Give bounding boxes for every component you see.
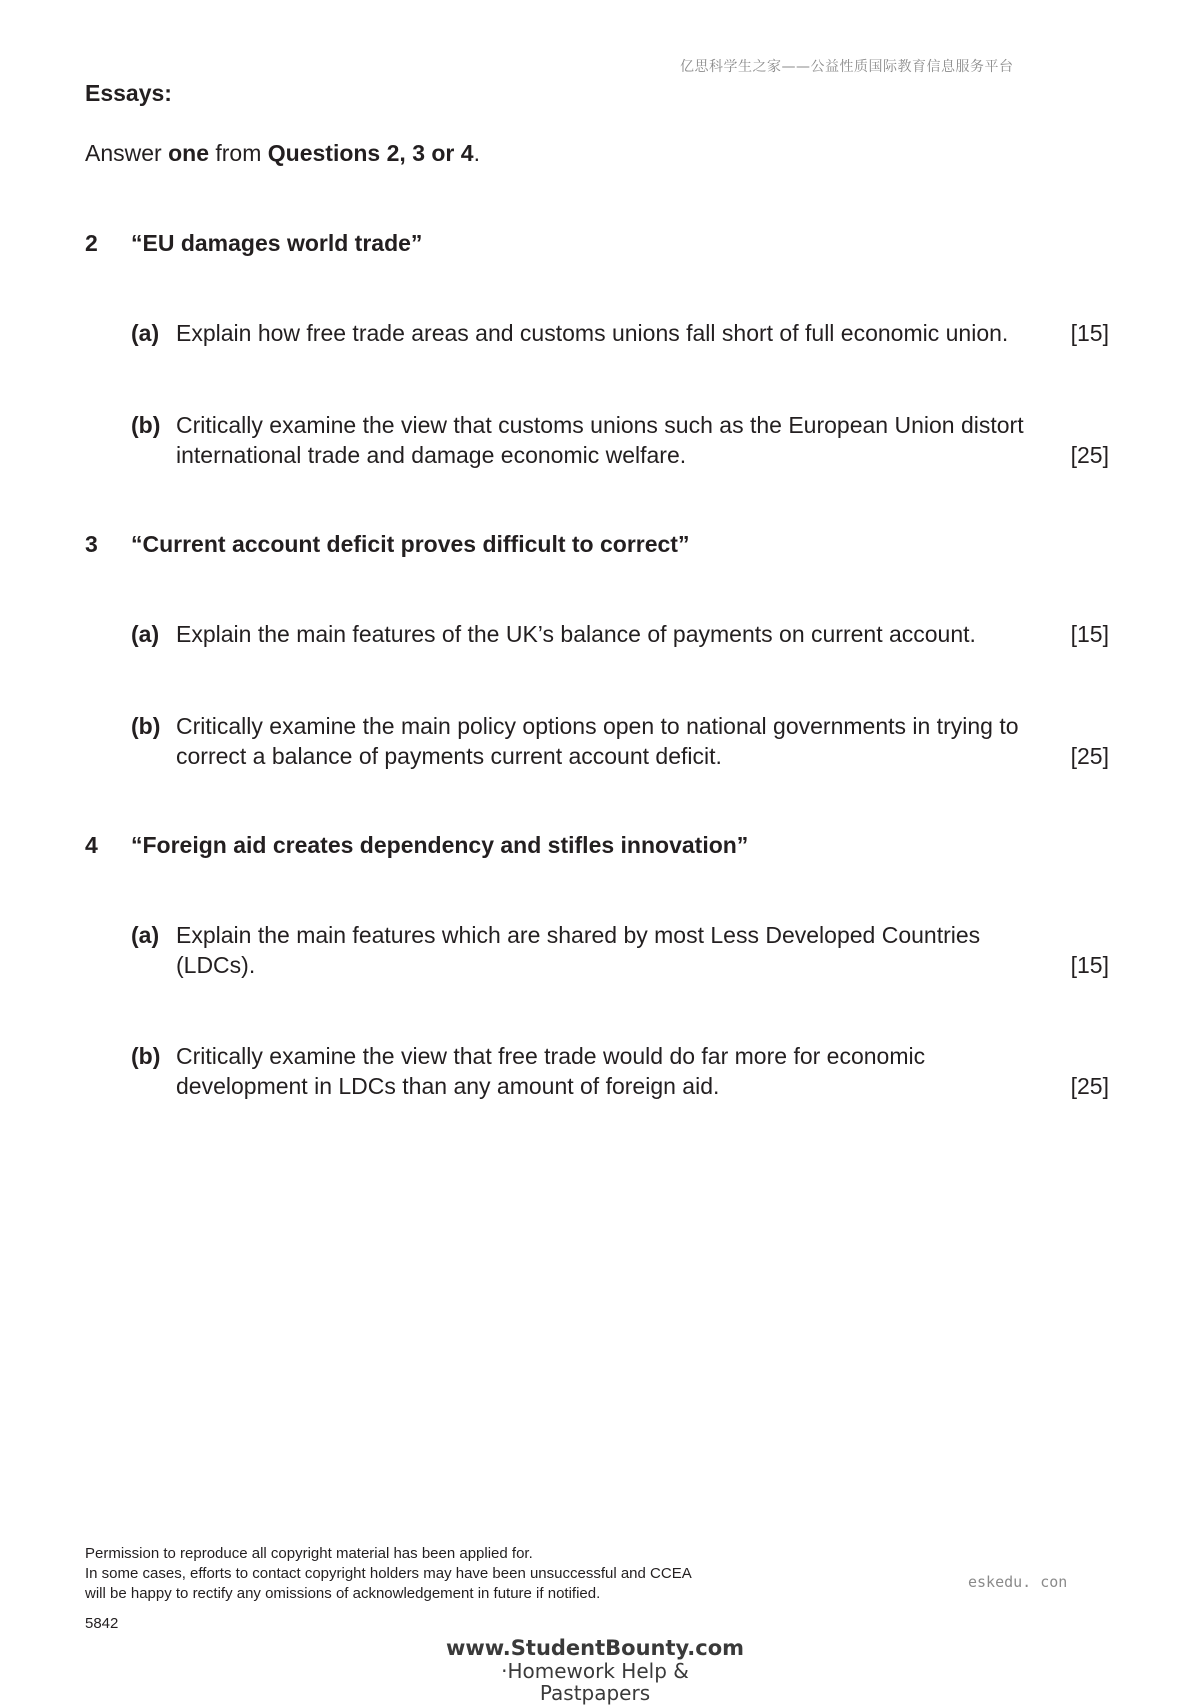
instruction-bold-one: one	[168, 140, 209, 166]
studentbounty-url: www.StudentBounty.com	[445, 1636, 745, 1660]
question-2-title	[85, 230, 422, 257]
part-text: Critically examine the view that free trade would do far more for economic development in LDCs than any amount of foreign aid.	[176, 1043, 926, 1099]
marks-label: [15]	[1070, 952, 1109, 978]
part-letter: (a)	[131, 621, 160, 647]
section-heading: Essays:	[85, 80, 172, 106]
question-title-text: “EU damages world trade”	[131, 230, 423, 256]
marks-label: [15]	[1070, 621, 1109, 647]
studentbounty-tagline: ·Homework Help & Pastpapers	[501, 1659, 689, 1705]
footer-line: Permission to reproduce all copyright material has been applied for.	[85, 1545, 533, 1562]
instruction-text	[85, 140, 480, 167]
marks-label: [25]	[1070, 743, 1109, 769]
studentbounty-logo	[445, 1636, 745, 1704]
part-letter: (b)	[131, 1043, 161, 1069]
instruction-middle: from	[208, 140, 268, 166]
part-letter: (a)	[131, 922, 160, 948]
question-3-part-b	[131, 711, 1109, 771]
paper-code: 5842	[85, 1615, 119, 1632]
question-title-text: “Foreign aid creates dependency and stifles innovation”	[131, 832, 749, 858]
question-4-title	[85, 832, 748, 859]
question-title-text: “Current account deficit proves difficult to correct”	[131, 531, 690, 557]
marks-label: [25]	[1070, 442, 1109, 468]
footer-line: In some cases, efforts to contact copyright holders may have been unsuccessful and CCEA	[85, 1565, 692, 1582]
watermark-top-text: 亿思科学生之家——公益性质国际教育信息服务平台	[680, 59, 1014, 75]
part-letter: (b)	[131, 713, 161, 739]
part-text: Explain the main features of the UK’s balance of payments on current account.	[176, 621, 976, 647]
question-number: 3	[85, 531, 98, 557]
instruction-suffix: .	[473, 140, 480, 166]
instruction-prefix: Answer	[85, 140, 169, 166]
question-4-part-a	[131, 920, 1109, 980]
part-letter: (b)	[131, 412, 161, 438]
watermark-bottom-text: eskedu. con	[968, 1573, 1068, 1591]
part-text: Critically examine the view that customs unions such as the European Union distort international trade and damage economic welfare.	[176, 412, 1024, 468]
instruction-bold-questions: Questions 2, 3 or 4	[267, 140, 474, 166]
part-text: Explain the main features which are shared by most Less Developed Countries (LDCs).	[176, 922, 981, 978]
footer-line: will be happy to rectify any omissions of acknowledgement in future if notified.	[85, 1585, 601, 1602]
part-text: Explain how free trade areas and customs unions fall short of full economic union.	[176, 320, 1009, 346]
question-3-title	[85, 531, 689, 558]
part-letter: (a)	[131, 320, 160, 346]
question-2-part-b	[131, 410, 1109, 470]
marks-label: [25]	[1070, 1073, 1109, 1099]
question-number: 4	[85, 832, 98, 858]
question-3-part-a	[131, 619, 1109, 649]
marks-label: [15]	[1070, 320, 1109, 346]
question-number: 2	[85, 230, 98, 256]
question-4-part-b	[131, 1041, 1109, 1101]
part-text: Critically examine the main policy options open to national governments in trying to correct a balance of payments current account deficit.	[176, 713, 1019, 769]
copyright-footer	[85, 1544, 692, 1604]
question-2-part-a	[131, 318, 1109, 348]
